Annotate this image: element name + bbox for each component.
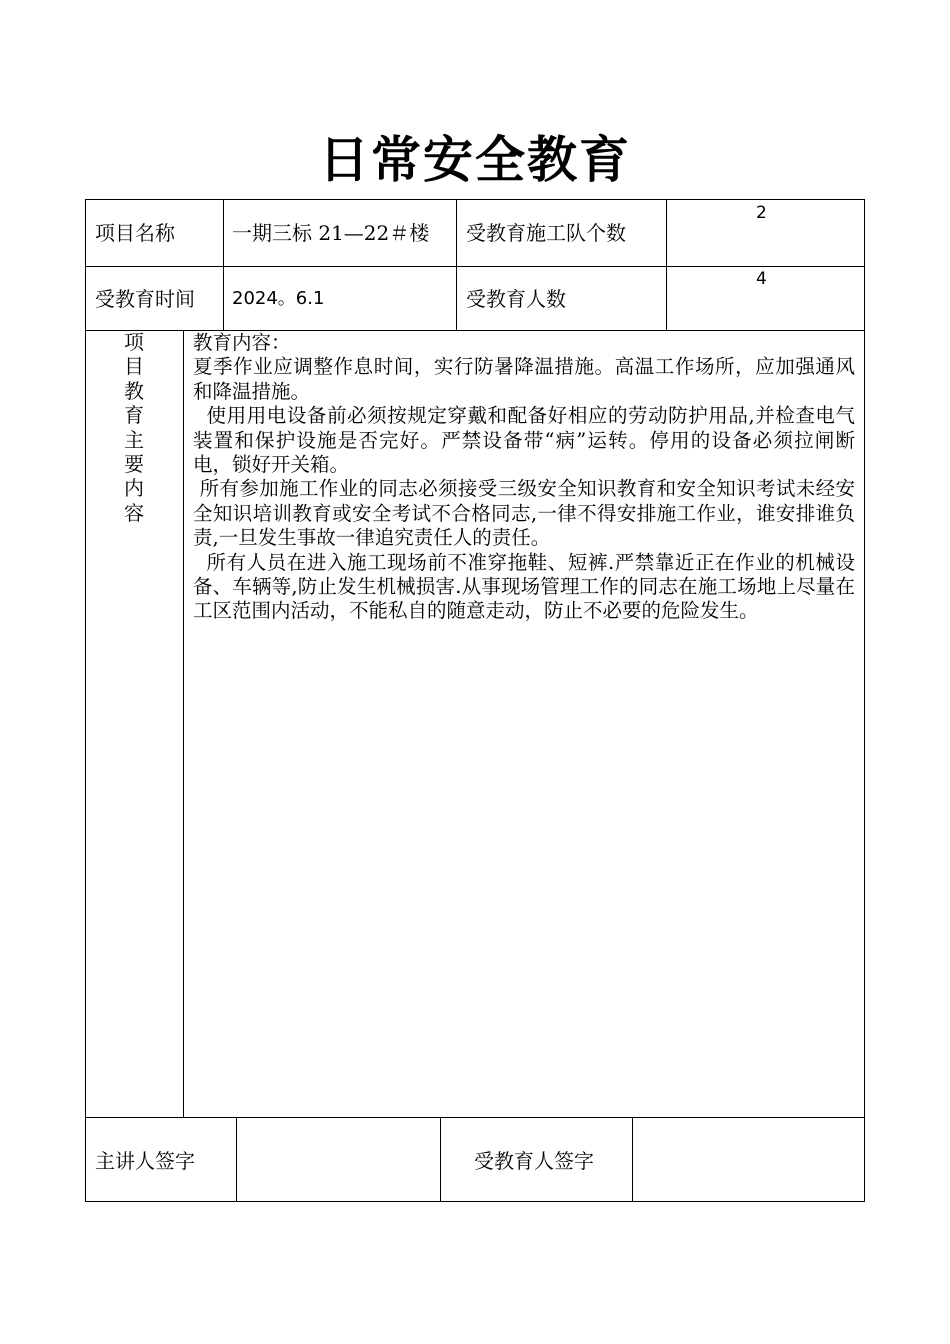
team-count-value: 2 (756, 203, 767, 223)
content-side-label (85, 330, 183, 525)
team-count-label: 受教育施工队个数 (466, 221, 626, 245)
side-label-char: 要 (124, 452, 144, 477)
content-heading: 教育内容： (193, 331, 291, 354)
page-title: 日常安全教育 (319, 131, 631, 189)
education-content (193, 331, 855, 624)
lecturer-signature-field[interactable] (246, 1148, 430, 1174)
side-label-char: 教 (124, 378, 144, 403)
content-paragraph: 所有人员在进入施工现场前不准穿拖鞋、短裤.严禁靠近正在作业的机械设备、车辆等,防止发生机械损害.从事现场管理工作的同志在施工场地上尽量在工区范围内活动，不能私自的随意走动，防止不必要的危险发生。 (193, 550, 855, 623)
row-divider (85, 266, 865, 267)
column-divider (632, 1117, 633, 1202)
column-divider (236, 1117, 237, 1202)
row-divider (85, 1117, 865, 1118)
side-label-char: 内 (124, 476, 144, 501)
education-time-value: 2024。6.1 (232, 288, 325, 309)
project-name-label: 项目名称 (95, 221, 175, 245)
people-count-value: 4 (756, 269, 767, 289)
people-count-label: 受教育人数 (466, 287, 566, 311)
content-paragraph: 夏季作业应调整作息时间，实行防暑降温措施。高温工作场所，应加强通风和降温措施。 (193, 355, 855, 403)
lecturer-signature-label: 主讲人签字 (95, 1149, 195, 1173)
column-divider (223, 199, 224, 330)
side-label-char: 目 (124, 354, 144, 379)
project-name-value: 一期三标 21—22＃楼 (232, 221, 430, 245)
side-label-char: 项 (124, 330, 144, 354)
column-divider (440, 1117, 441, 1202)
trainee-signature-field[interactable] (642, 1148, 852, 1174)
content-paragraph: 使用用电设备前必须按规定穿戴和配备好相应的劳动防护用品,并检查电气装置和保护设施是否完好。严禁设备带“病”运转。停用的设备必须拉闸断电，锁好开关箱。 (193, 404, 855, 477)
column-divider (183, 330, 184, 1117)
trainee-signature-label: 受教育人签字 (474, 1149, 594, 1173)
education-time-label: 受教育时间 (95, 287, 195, 311)
side-label-char: 育 (124, 403, 144, 428)
column-divider (666, 199, 667, 330)
side-label-char: 容 (124, 500, 144, 525)
side-label-char: 主 (124, 427, 144, 452)
column-divider (456, 199, 457, 330)
content-paragraph: 所有参加施工作业的同志必须接受三级安全知识教育和安全知识考试未经安全知识培训教育或安全考试不合格同志,一律不得安排施工作业，谁安排谁负责,一旦发生事故一律追究责任人的责任。 (193, 477, 855, 550)
